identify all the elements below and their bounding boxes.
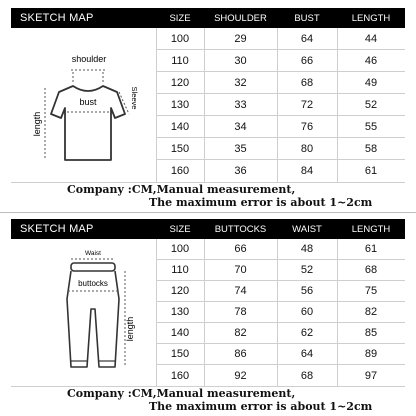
shirt-header-shoulder: SHOULDER <box>214 12 267 24</box>
shirt-size-table <box>11 28 405 183</box>
pants-footer-note <box>11 387 405 413</box>
pants-header-waist: WAIST <box>292 223 322 235</box>
shirt-footer-note <box>11 183 405 209</box>
shirt-size-panel <box>11 0 405 212</box>
bust-label: bust <box>79 97 97 107</box>
shirt-header-length: LENGTH <box>351 12 391 24</box>
tshirt-diagram <box>11 28 156 182</box>
table-row: 120 74 56 75 <box>156 281 405 302</box>
shirt-header-size: SIZE <box>169 12 191 24</box>
waist-label: Waist <box>84 250 102 257</box>
shirt-sketch-map-title: SKETCH MAP <box>20 12 94 24</box>
pants-size-table <box>11 239 405 387</box>
shirt-size-rows <box>156 28 405 182</box>
shoulder-label: shoulder <box>71 54 107 64</box>
table-row: 160 92 68 97 <box>170 369 378 382</box>
pants-header-size: SIZE <box>169 223 191 235</box>
pants-diagram <box>11 239 156 386</box>
table-row: 110 30 66 46 <box>156 50 405 72</box>
table-row: 130 78 60 82 <box>156 302 405 323</box>
table-row: 100 29 64 44 <box>156 28 405 50</box>
table-row: 160 36 84 61 <box>170 165 378 177</box>
shirt-table-header <box>11 8 405 28</box>
table-row: 100 66 48 61 <box>156 239 405 260</box>
shirt-header-bust: BUST <box>294 12 320 24</box>
shirt-footer-line2: The maximum error is about 1~2cm <box>149 196 373 209</box>
table-row: 120 32 68 49 <box>156 72 405 94</box>
pants-header-buttocks: BUTTOCKS <box>214 223 267 235</box>
table-row: 130 33 72 52 <box>156 94 405 116</box>
sleeve-label: Sleeve <box>130 86 139 110</box>
table-row: 140 82 62 85 <box>156 323 405 344</box>
pants-sketch <box>11 239 157 386</box>
pants-header-length: LENGTH <box>351 223 391 235</box>
pants-waistband <box>71 263 115 271</box>
table-row: 150 35 80 58 <box>156 138 405 160</box>
pants-size-rows <box>156 239 405 386</box>
table-row: 150 86 64 89 <box>156 344 405 365</box>
pants-size-panel <box>11 212 405 416</box>
table-row: 140 34 76 55 <box>156 116 405 138</box>
buttocks-label: buttocks <box>78 279 108 288</box>
pants-footer-line2: The maximum error is about 1~2cm <box>149 400 373 413</box>
pants-sketch-map-title: SKETCH MAP <box>20 223 94 235</box>
length-label: length <box>125 316 135 342</box>
shirt-footer-line1: Company :CM,Manual measurement, <box>67 183 296 196</box>
table-row: 110 70 52 68 <box>156 260 405 281</box>
pants-table-header <box>11 219 405 239</box>
shirt-sketch <box>11 28 157 182</box>
pants-footer-line1: Company :CM,Manual measurement, <box>67 387 296 400</box>
length-label: length <box>32 111 42 137</box>
